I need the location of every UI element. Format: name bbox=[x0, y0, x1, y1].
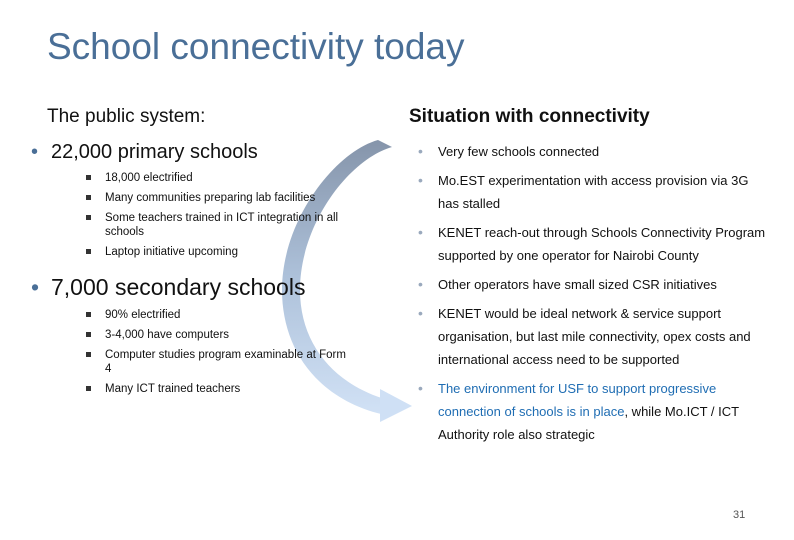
list-item: Many communities preparing lab facilities bbox=[86, 191, 346, 205]
usf-rest-text: , while Mo.ICT / ICT Authority role also strategic bbox=[438, 404, 739, 442]
list-item: • Other operators have small sized CSR initiatives bbox=[418, 273, 770, 296]
secondary-schools-bullet bbox=[31, 274, 305, 301]
public-system-heading: The public system: bbox=[47, 106, 206, 127]
list-item: 18,000 electrified bbox=[86, 171, 346, 185]
list-item: 90% electrified bbox=[86, 308, 346, 322]
slide-title: School connectivity today bbox=[47, 26, 465, 67]
usf-highlight-text: The environment for USF to support progressive connection of schools is in place bbox=[438, 381, 717, 419]
primary-schools-label: 22,000 primary schools bbox=[51, 141, 258, 163]
list-item: Some teachers trained in ICT integration in all schools bbox=[86, 211, 346, 239]
primary-schools-bullet bbox=[31, 141, 258, 164]
list-item: • Mo.EST experimentation with access provision via 3G has stalled bbox=[418, 169, 770, 215]
bullet-icon: • bbox=[31, 141, 39, 163]
secondary-schools-label: 7,000 secondary schools bbox=[51, 274, 306, 300]
page-number: 31 bbox=[733, 509, 746, 521]
secondary-schools-list bbox=[86, 308, 346, 402]
list-item: • Very few schools connected bbox=[418, 140, 770, 163]
connectivity-heading: Situation with connectivity bbox=[409, 106, 650, 127]
list-item: Laptop initiative upcoming bbox=[86, 245, 346, 259]
primary-schools-list bbox=[86, 171, 346, 265]
connectivity-list bbox=[418, 140, 770, 452]
list-item: Computer studies program examinable at Form 4 bbox=[86, 348, 346, 376]
usf-environment-item bbox=[418, 377, 770, 446]
list-item: 3-4,000 have computers bbox=[86, 328, 346, 342]
curved-arrow-head bbox=[380, 389, 412, 422]
bullet-icon: • bbox=[31, 274, 40, 300]
list-item: Many ICT trained teachers bbox=[86, 382, 346, 396]
list-item: • KENET reach-out through Schools Connectivity Program supported by one operator for Nairobi County bbox=[418, 221, 770, 267]
list-item: • KENET would be ideal network & service support organisation, but last mile connectivity, opex costs and international access need to be supported bbox=[418, 302, 770, 371]
